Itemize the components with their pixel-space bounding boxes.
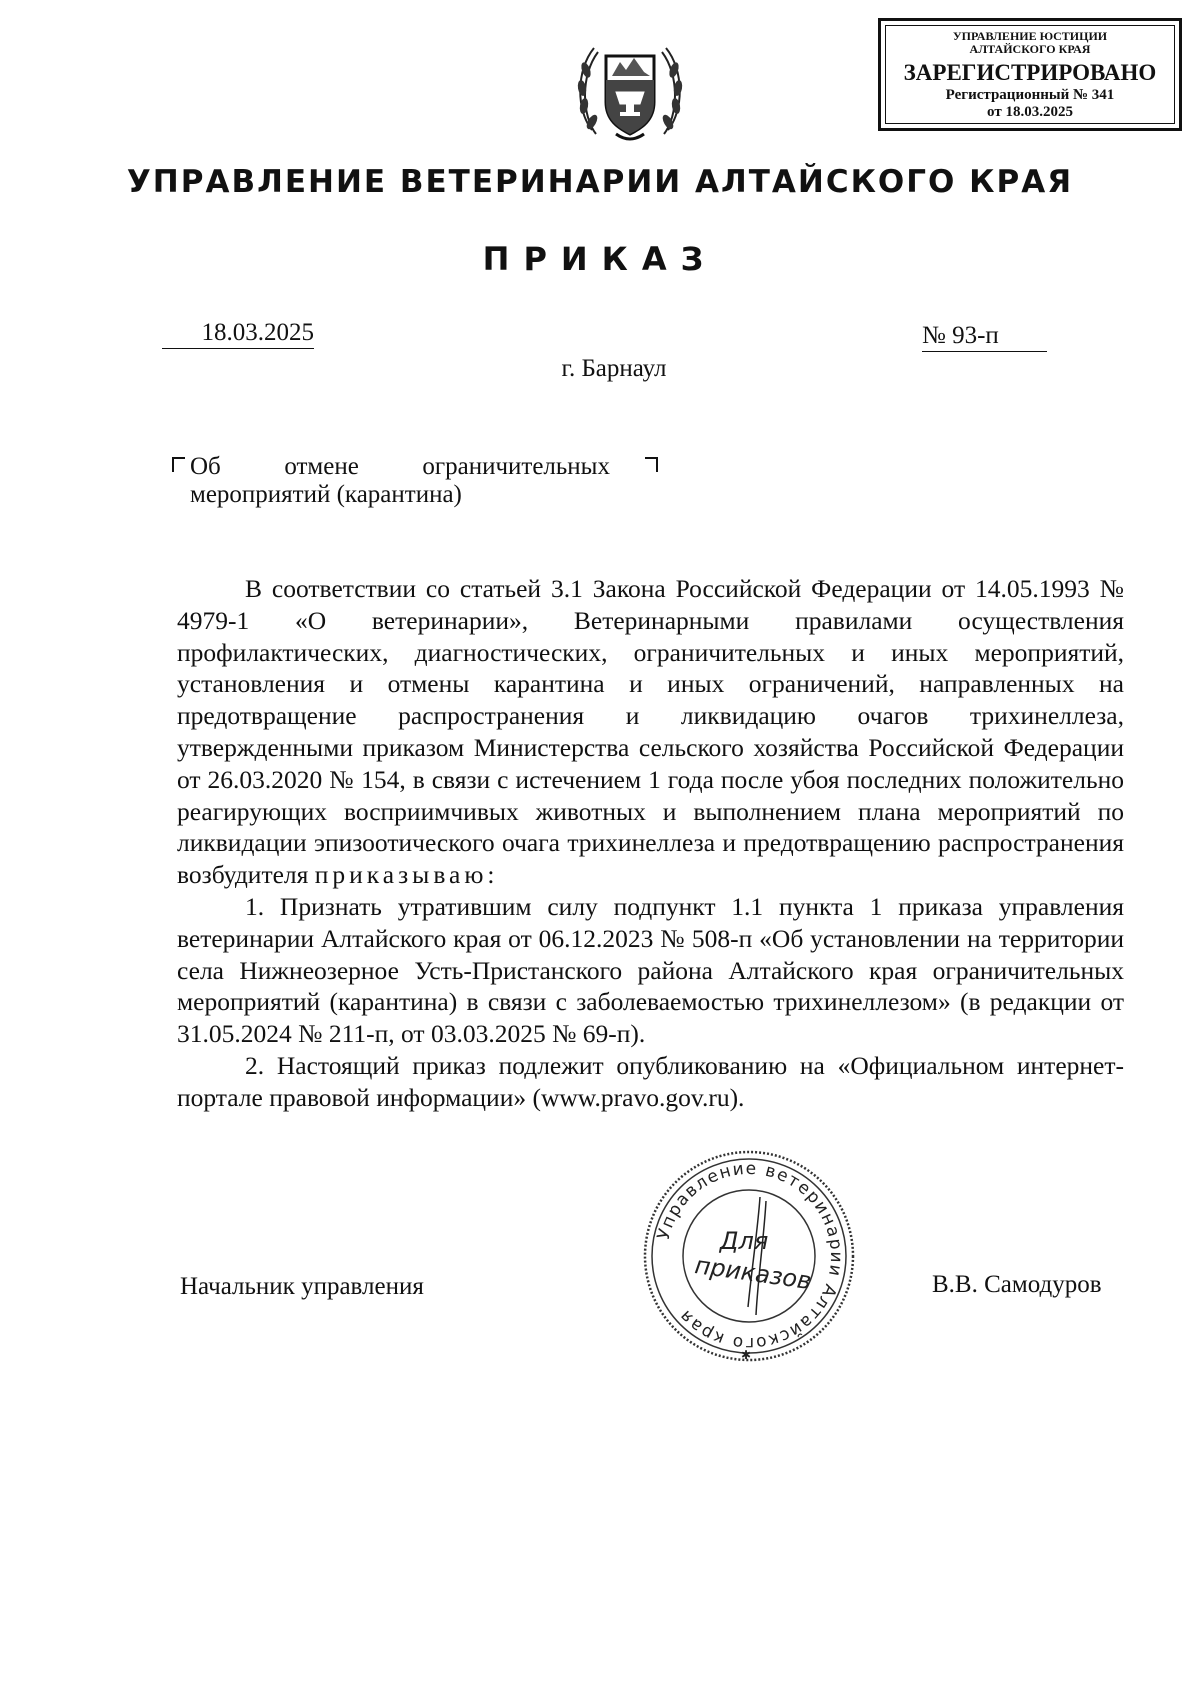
subject-line-2: мероприятий (карантина) — [190, 481, 462, 508]
document-date: 18.03.2025 — [162, 318, 314, 349]
seal-ring-text: Управление ветеринарии Алтайского края — [653, 1158, 847, 1354]
stamp-registration-date: от 18.03.2025 — [987, 104, 1073, 120]
subject-word-2: отмене — [284, 453, 359, 480]
seal-center-text-1: Для — [719, 1227, 769, 1255]
signature-stroke — [748, 1197, 766, 1315]
document-number: № 93-п — [922, 321, 1047, 352]
round-seal-stamp — [640, 1147, 858, 1365]
order-item-1: 1. Признать утратившим силу подпункт 1.1 пункта 1 приказа управления ветеринарии Алтайского края от 06.12.2023 № 508-п «Об установлении на территории села Нижнеозерное Усть-Пристанского района Алтайского края ограничительных мероприятий (карантина) в связи с заболеваемостью трихинеллезом» (в редакции от 31.05.2024 № 211-п, от 03.03.2025 № 69-п). — [177, 891, 1124, 1049]
preamble-text: В соответствии со статьей 3.1 Закона Российской Федерации от 14.05.1993 № 4979-1 «О ветеринарии», Ветеринарными правилами осуществления профилактических, диагностических, ограничительных и иных мероприятий, установления и отмены карантина и иных ограничений, направленных на предотвращение распространения и ликвидацию очагов трихинеллеза, утвержденными приказом Министерства сельского хозяйства Российской Федерации от 26.03.2020 № 154, в связи с истечением 1 года после убоя последних положительно реагирующих восприимчивых животных и выполнением плана мероприятий по ликвидации эпизоотического очага трихинеллеза и предотвращению распространения возбудителя — [177, 574, 1124, 890]
registration-stamp — [878, 18, 1182, 131]
order-word: приказываю: — [314, 860, 499, 890]
signer-name: В.В. Самодуров — [932, 1271, 1102, 1298]
stamp-registration-number: Регистрационный № 341 — [945, 87, 1115, 103]
document-body — [177, 573, 1124, 1114]
coat-of-arms-icon — [572, 30, 688, 150]
subject-bracket-left — [172, 457, 185, 472]
preamble-paragraph — [177, 573, 1124, 891]
document-city: г. Барнаул — [561, 355, 667, 382]
order-item-2: 2. Настоящий приказ подлежит опубликованию на «Официальном интернет-портале правовой информации» (www.pravo.gov.ru). — [177, 1050, 1124, 1112]
stamp-authority-line2: АЛТАЙСКОГО КРАЯ — [969, 42, 1091, 56]
document-subject — [190, 453, 650, 509]
seal-center-text-2: приказов — [693, 1251, 814, 1296]
subject-word-1: Об — [190, 453, 221, 480]
subject-word-3: ограничительных — [422, 453, 610, 480]
subject-bracket-right — [645, 457, 658, 472]
stamp-authority-line1: УПРАВЛЕНИЕ ЮСТИЦИИ — [952, 29, 1108, 43]
organization-title: УПРАВЛЕНИЕ ВЕТЕРИНАРИИ АЛТАЙСКОГО КРАЯ — [126, 164, 1074, 200]
seal-star-icon: ✱ — [740, 1348, 752, 1362]
stamp-registered-title: ЗАРЕГИСТРИРОВАНО — [903, 60, 1157, 85]
document-type: ПРИКАЗ — [482, 240, 718, 278]
signer-position: Начальник управления — [180, 1273, 424, 1300]
